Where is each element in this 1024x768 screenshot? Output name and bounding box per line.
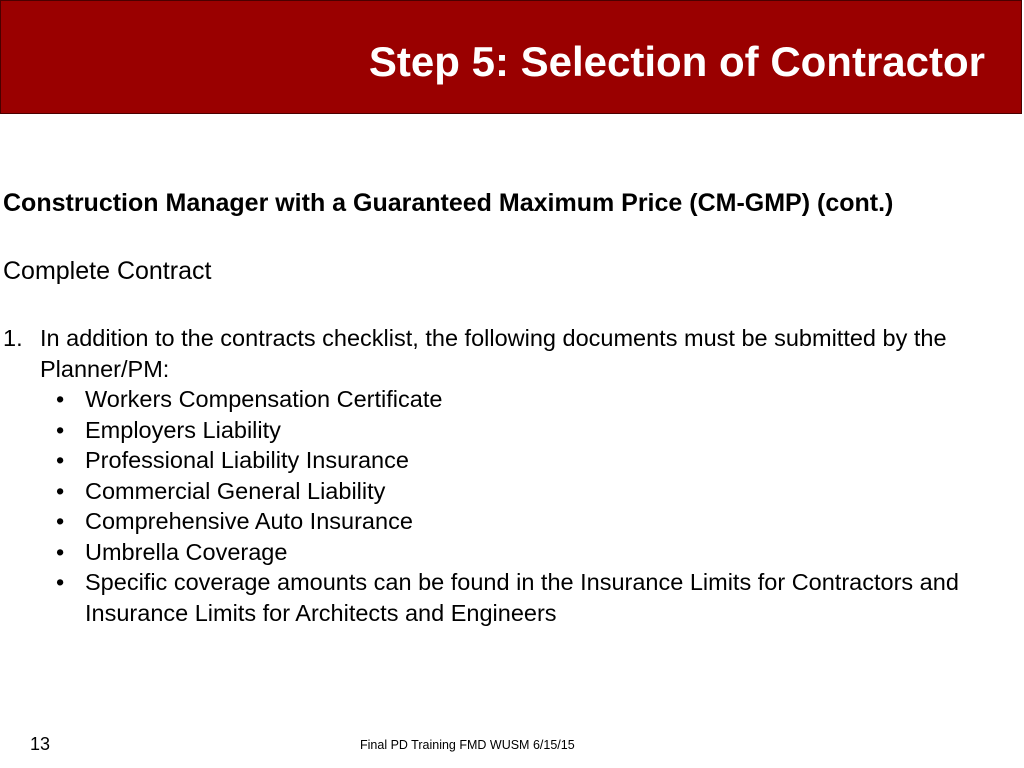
section-heading: Complete Contract bbox=[3, 257, 212, 285]
bullet-text: Workers Compensation Certificate bbox=[85, 386, 443, 412]
bullet-symbol: • bbox=[56, 447, 65, 473]
bullet-symbol: • bbox=[56, 416, 65, 443]
list-number: 1. bbox=[3, 325, 23, 351]
bullet-text: Employers Liability bbox=[85, 416, 281, 443]
bullet-text: Specific coverage amounts can be found in the Insurance Limits for Contractors and Insurance Limits for Architects and Engineers bbox=[85, 569, 959, 626]
bullet-item bbox=[48, 476, 1013, 507]
bullet-item bbox=[48, 415, 1013, 446]
list-item-text: In addition to the contracts checklist, the following documents must be submitted by the Planner/PM: bbox=[40, 325, 947, 382]
bullet-symbol: • bbox=[56, 477, 65, 504]
bullet-symbol: • bbox=[56, 569, 65, 595]
header-bar bbox=[0, 0, 1022, 114]
bullet-symbol: • bbox=[56, 508, 65, 534]
bullet-item bbox=[48, 567, 1013, 628]
bullet-item bbox=[48, 384, 1013, 415]
slide-subtitle: Construction Manager with a Guaranteed Maximum Price (CM-GMP) (cont.) bbox=[3, 189, 894, 217]
bullet-symbol: • bbox=[56, 538, 65, 565]
bullet-text: Professional Liability Insurance bbox=[85, 447, 409, 473]
page-number: 13 bbox=[30, 734, 51, 754]
footer-text: Final PD Training FMD WUSM 6/15/15 bbox=[360, 738, 575, 752]
bullet-item bbox=[48, 506, 1013, 537]
numbered-list-item bbox=[3, 323, 1013, 628]
slide-title: Step 5: Selection of Contractor bbox=[368, 38, 985, 85]
bullet-list bbox=[48, 384, 1013, 628]
bullet-item bbox=[48, 445, 1013, 476]
bullet-text: Umbrella Coverage bbox=[85, 538, 288, 565]
bullet-item bbox=[48, 537, 1013, 568]
bullet-text: Comprehensive Auto Insurance bbox=[85, 508, 413, 534]
bullet-symbol: • bbox=[56, 386, 65, 412]
bullet-text: Commercial General Liability bbox=[85, 477, 386, 504]
